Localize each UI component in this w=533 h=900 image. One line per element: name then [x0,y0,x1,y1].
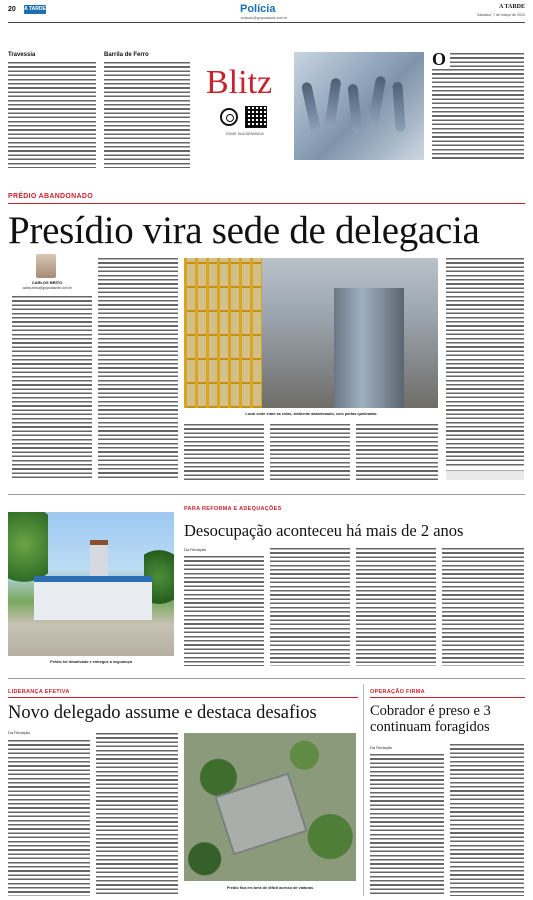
section-divider [8,678,525,679]
kicker-rule [370,697,525,698]
photo-shape [325,78,342,129]
second-body-col4 [442,548,524,666]
newspaper-logo: A TARDE [24,6,46,12]
photo-shape [184,258,262,408]
note-title-middle: Barrila de Ferro [104,52,149,58]
main-body-col2 [98,258,178,480]
column-divider [363,684,364,896]
edition-date: Salvador, 7 de março de 2024 [477,13,525,17]
photo-seized-goods [294,52,424,160]
fourth-body-col1 [370,754,444,896]
third-body-col1 [8,740,90,896]
photo-shape [392,82,405,133]
main-body-col4 [270,424,350,480]
photo-shape [347,84,362,135]
photo-shape [368,76,387,127]
main-body-col3 [184,424,264,480]
photo-prison-cell [184,258,438,408]
signature-box [446,470,524,480]
second-body-col1 [184,556,264,666]
third-kicker: LIDERANÇA EFETIVA [8,689,70,695]
kicker-rule [8,203,525,204]
fourth-kicker: OPERAÇÃO FIRMA [370,689,425,695]
note-title-left: Travessia [8,52,36,58]
third-byline: Da Redação [8,730,31,735]
main-headline: Presídio vira sede de delegacia [8,209,480,252]
third-headline: Novo delegado assume e destaca desafios [8,703,317,723]
fourth-headline: Cobrador é preso e 3 continuam foragidos [370,703,491,735]
header-rule [8,22,525,23]
photo-shape [34,576,152,620]
qr-code-icon [245,106,267,128]
second-body-col3 [356,548,436,666]
photo-caption: Prédio foi desativado e entregue à segurança [50,660,132,664]
page-number: 20 [8,6,16,13]
section-title: Polícia [240,3,276,15]
whatsapp-icon [220,108,238,126]
blitz-logo: Blitz [206,64,273,101]
fourth-body-col2 [450,744,524,896]
note-body-middle [104,62,190,168]
kicker-rule [8,697,358,698]
photo-caption: Prédio fica em área de difícil acesso de viaturas [226,886,314,890]
second-body-col2 [270,548,350,666]
main-body-col6 [446,258,524,468]
author-name: CARLOS BRITO [31,280,63,285]
main-kicker: PRÉDIO ABANDONADO [8,193,93,200]
fourth-byline: Da Redação [370,745,393,750]
side-note-body-top [450,53,524,67]
dropcap: O [432,49,447,69]
side-note-body [432,69,524,161]
third-body-col2 [96,733,178,896]
author-avatar [36,254,56,278]
second-kicker: PARA REFORMA E ADEQUAÇÕES [184,506,282,512]
second-byline: Da Redação [184,547,207,552]
photo-shape [301,82,321,133]
photo-aerial-view [184,733,356,881]
photo-shape [334,288,404,408]
blitz-cta: ENVIE SUA DENÚNCIA [226,132,264,136]
section-divider [8,494,525,495]
main-body-col5 [356,424,438,480]
main-body-col1 [12,296,92,480]
second-headline: Desocupação aconteceu há mais de 2 anos [184,521,464,540]
photo-shape [90,540,108,580]
newspaper-name: A TARDE [499,4,525,10]
photo-caption: Local onde eram as celas, ambiente abandonado, com portas quebradas [245,412,377,416]
photo-building [8,512,174,656]
section-contact: redacao@grupoatarde.com.br [240,16,288,20]
note-body-left [8,62,96,168]
author-email: carlos.brito@grupoatarde.com.br [22,286,72,290]
